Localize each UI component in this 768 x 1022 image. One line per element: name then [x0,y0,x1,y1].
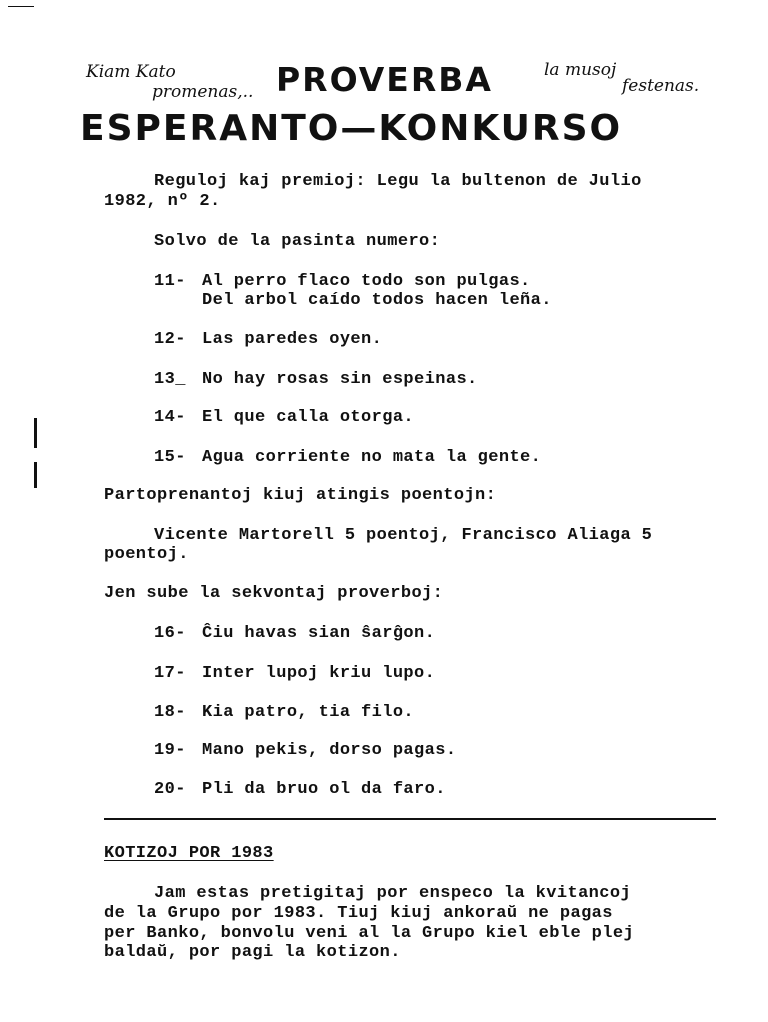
solution-text-continued: Del arbol caído todos hacen leña. [202,291,552,310]
fees-heading: KOTIZOJ POR 1983 [104,844,274,863]
handwritten-left-2: promenas,.. [152,82,254,102]
solution-text: No hay rosas sin espeinas. [202,370,478,389]
next-proverbs-heading: Jen sube la sekvontaj proverboj: [104,584,444,603]
proverb-number: 17- [154,664,186,683]
solution-text: Al perro flaco todo son pulgas. [202,272,531,291]
proverb-number: 18- [154,703,186,722]
proverb-number: 16- [154,624,186,643]
rules-line-1: Reguloj kaj premioj: Legu la bultenon de Julio [154,172,642,191]
solution-number: 15- [154,448,186,467]
rules-line-2: 1982, nº 2. [104,192,221,211]
solution-number: 14- [154,408,186,427]
fees-line-2: de la Grupo por 1983. Tiuj kiuj ankoraŭ ne pagas [104,904,613,923]
handwritten-right-2: festenas. [622,76,700,96]
participants-line-2: poentoj. [104,545,189,564]
solution-number: 11- [154,272,186,291]
participants-heading: Partoprenantoj kiuj atingis poentojn: [104,486,497,505]
solution-text: El que calla otorga. [202,408,415,427]
fees-line-4: baldaŭ, por pagi la kotizon. [104,943,401,962]
handwritten-left-1: Kiam Kato [86,62,176,82]
proverb-number: 19- [154,741,186,760]
scan-mark-left-1 [34,418,37,448]
handwritten-right-1: la musoj [544,60,617,80]
proverb-text: Kia patro, tia filo. [202,703,415,722]
proverb-text: Inter lupoj kriu lupo. [202,664,436,683]
scan-mark-left-2 [34,462,37,488]
participants-line-1: Vicente Martorell 5 poentoj, Francisco Aliaga 5 [154,526,653,545]
proverb-text: Ĉiu havas sian ŝarĝon. [202,624,436,643]
scan-mark-top [8,6,34,7]
section-divider [104,818,716,820]
solution-heading: Solvo de la pasinta numero: [154,232,441,251]
proverb-number: 20- [154,780,186,799]
solution-number: 12- [154,330,186,349]
fees-line-1: Jam estas pretigitaj por enspeco la kvitancoj [154,884,632,903]
solution-number: 13_ [154,370,186,389]
solution-text: Las paredes oyen. [202,330,383,349]
page-title: PROVERBA [276,60,493,99]
proverb-text: Pli da bruo ol da faro. [202,780,446,799]
page-subtitle: ESPERANTO—KONKURSO [80,108,623,149]
proverb-text: Mano pekis, dorso pagas. [202,741,457,760]
solution-text: Agua corriente no mata la gente. [202,448,542,467]
fees-line-3: per Banko, bonvolu veni al la Grupo kiel eble plej [104,924,635,943]
